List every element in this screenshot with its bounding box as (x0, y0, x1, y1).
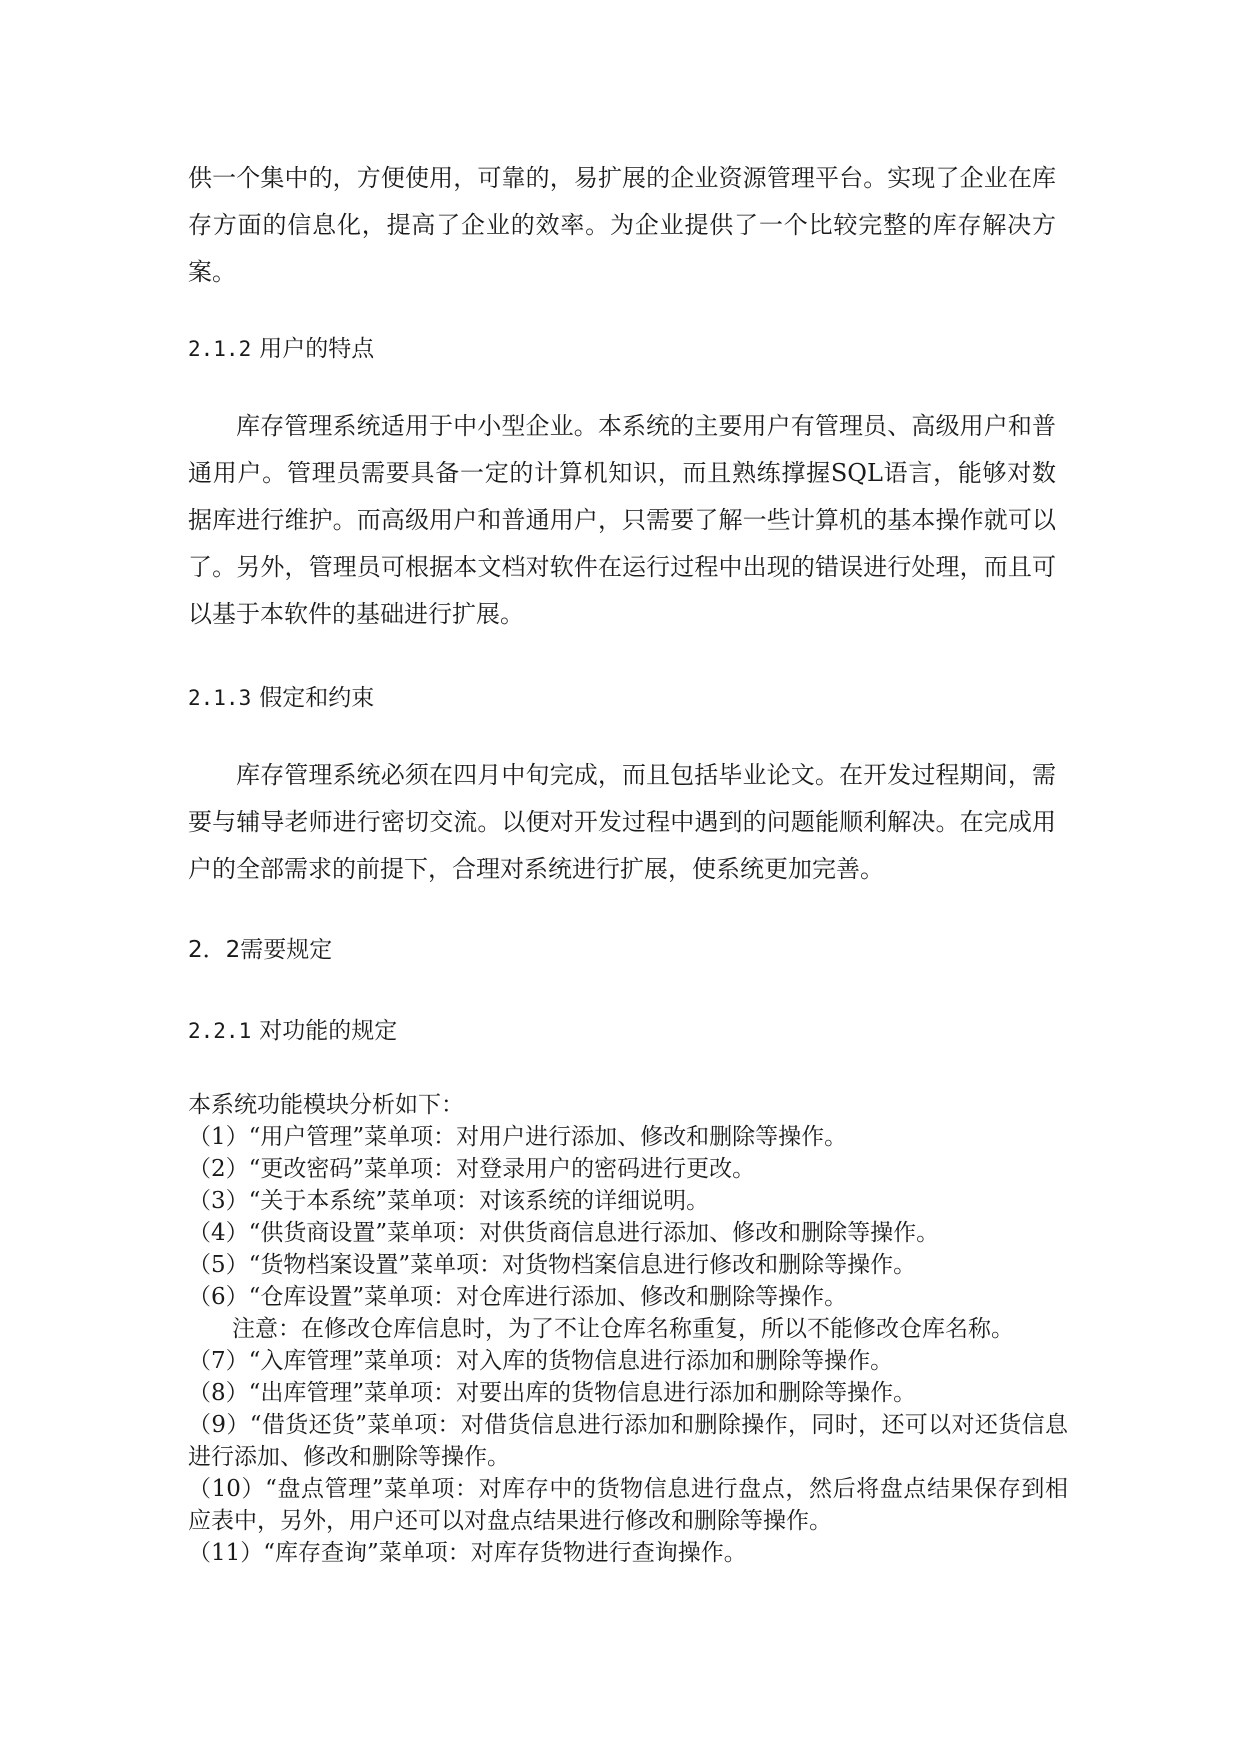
section-number: 2.1.2 (188, 337, 252, 361)
section-title: 对功能的规定 (259, 1018, 398, 1044)
list-lead: 本系统功能模块分析如下： (188, 1092, 464, 1118)
paragraph-user-characteristics: 库存管理系统适用于中小型企业。本系统的主要用户有管理员、高级用户和普通用户。管理员需要具备一定的计算机知识，而且熟练撑握SQL语言，能够对数据库进行维护。而高级用户和普通用户，只需要了解一些计算机的基本操作就可以了。另外，管理员可根据本文档对软件在运行过程中出现的错误进行处理，而且可以基于本软件的基础进行扩展。 (188, 412, 1056, 628)
section-title: 用户的特点 (259, 336, 375, 362)
paragraph-assumptions-constraints: 库存管理系统必须在四月中旬完成，而且包括毕业论文。在开发过程期间，需要与辅导老师进行密切交流。以便对开发过程中遇到的问题能顺利解决。在完成用户的全部需求的前提下，合理对系统进行扩展，使系统更加完善。 (188, 761, 1056, 883)
section-number: 2.1.3 (188, 686, 252, 710)
section-title: 假定和约束 (259, 685, 375, 711)
list-item: （9）“借货还货”菜单项：对借货信息进行添加和删除操作，同时，还可以对还货信息进行添加、修改和删除等操作。 (188, 1412, 1068, 1470)
list-item: （4）“供货商设置”菜单项：对供货商信息进行添加、修改和删除等操作。 (188, 1220, 940, 1246)
function-list (188, 1089, 1068, 1569)
note-text: 注意：在修改仓库信息时，为了不让仓库名称重复，所以不能修改仓库名称。 (232, 1316, 1014, 1342)
section-number: 2.2.1 (188, 1019, 252, 1043)
section-heading-2-1-3 (188, 683, 374, 713)
list-item: （5）“货物档案设置”菜单项：对货物档案信息进行修改和删除等操作。 (188, 1252, 917, 1278)
list-item: （6）“仓库设置”菜单项：对仓库进行添加、修改和删除等操作。 (188, 1284, 848, 1310)
list-item: （8）“出库管理”菜单项：对要出库的货物信息进行添加和删除等操作。 (188, 1380, 917, 1406)
list-item: （2）“更改密码”菜单项：对登录用户的密码进行更改。 (188, 1156, 756, 1182)
list-item: （11）“库存查询”菜单项：对库存货物进行查询操作。 (188, 1540, 747, 1566)
section-heading-2-2-1 (188, 1016, 397, 1046)
list-item: （3）“关于本系统”菜单项：对该系统的详细说明。 (188, 1188, 710, 1214)
list-item: （7）“入库管理”菜单项：对入库的货物信息进行添加和删除等操作。 (188, 1348, 894, 1374)
section-heading-2-1-2 (188, 334, 374, 364)
section-heading-2-2: 2．2需要规定 (188, 937, 333, 963)
intro-paragraph: 供一个集中的，方便使用，可靠的，易扩展的企业资源管理平台。实现了企业在库存方面的信息化，提高了企业的效率。为企业提供了一个比较完整的库存解决方案。 (188, 164, 1056, 286)
list-item: （1）“用户管理”菜单项：对用户进行添加、修改和删除等操作。 (188, 1124, 848, 1150)
list-item: （10）“盘点管理”菜单项：对库存中的货物信息进行盘点，然后将盘点结果保存到相应表中，另外，用户还可以对盘点结果进行修改和删除等操作。 (188, 1476, 1068, 1534)
